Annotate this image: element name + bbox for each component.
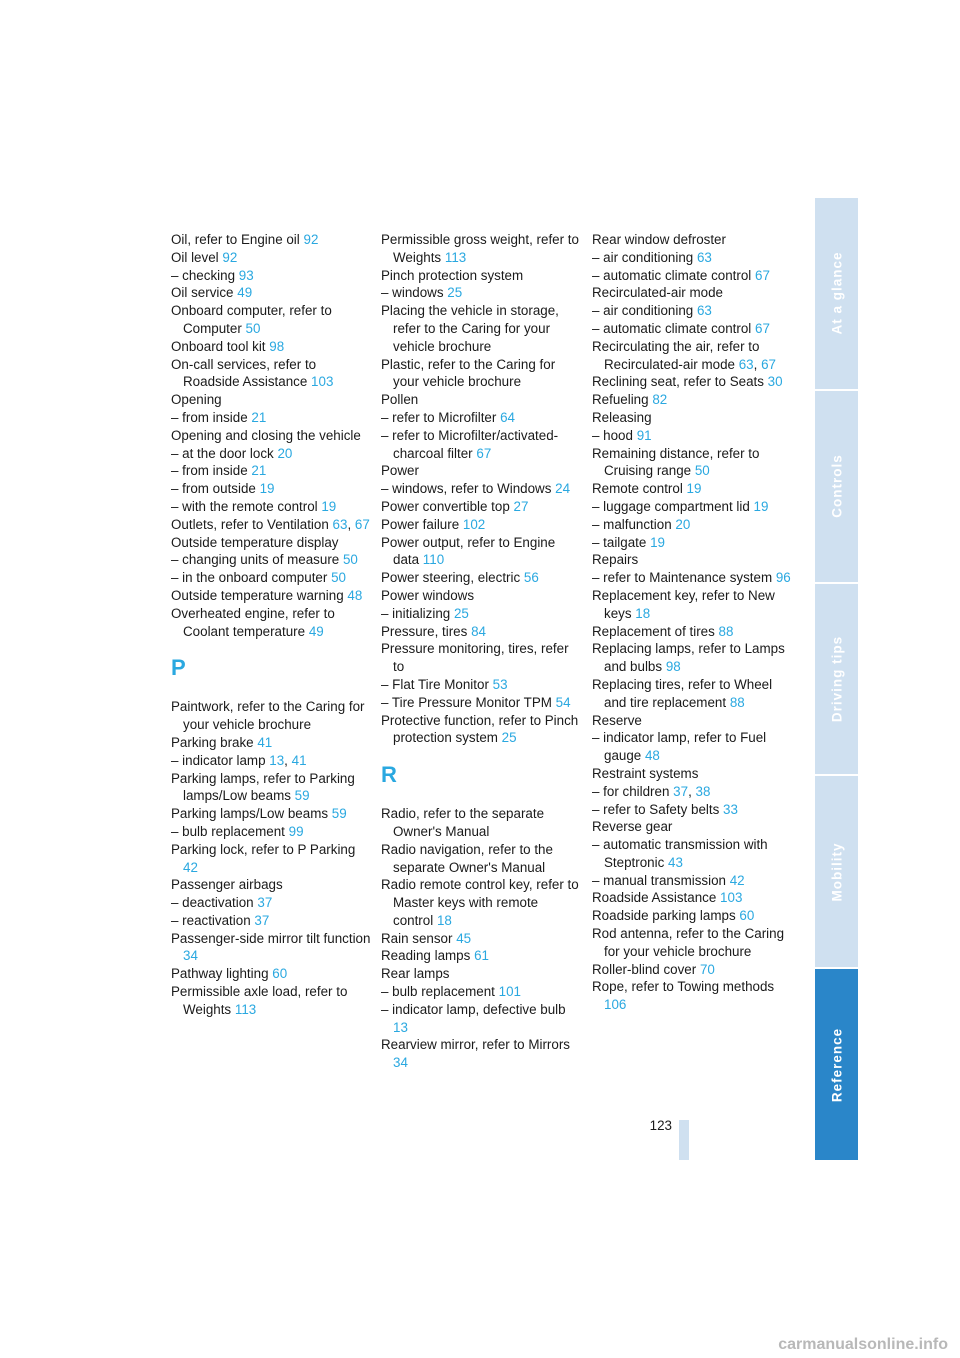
index-entry-text: Rope, refer to Towing methods [592,979,775,995]
index-entry [592,872,792,890]
index-entry-text: Radio navigation, refer to the separate Owner's Manual [381,841,553,875]
index-entry-text: – refer to Microfilter [381,409,497,425]
page-reference-link[interactable]: 60 [272,966,288,982]
index-entry-text: Restraint systems [592,765,699,781]
index-entry-text: – refer to Microfilter/activated-charcoal filter [381,427,559,461]
page-reference-link[interactable]: 113 [444,249,467,265]
page-reference-link[interactable]: 67 [755,267,770,283]
page-reference-link[interactable]: 41 [257,734,273,750]
sidebar-tab-controls[interactable]: Controls [815,391,858,584]
index-entry [381,587,581,605]
index-entry-text: – windows, refer to Windows [381,481,552,497]
index-entry [592,427,792,445]
page-reference-link[interactable]: 70 [699,961,715,977]
index-entry-text: Outside temperature warning [171,587,344,603]
page-reference-link[interactable]: 110 [422,552,445,568]
index-entry: – indicator lamp 13, 41 [171,752,307,768]
index-entry-text: – luggage compartment lid [592,498,750,514]
index-entry-text: Remaining distance, refer to Cruising range [592,445,760,479]
index-entry [171,498,371,516]
page-reference-link[interactable]: 92 [303,232,319,247]
page-reference-link[interactable]: 84 [471,623,486,639]
index-entry-text: On-call services, refer to Roadside Assistance [171,356,317,390]
index-entry [592,302,792,320]
index-entry [592,534,792,552]
index-entry [592,961,792,979]
page-reference-link[interactable]: 63 [696,303,712,319]
index-entry: Outlets, refer to Ventilation 63, 67 [171,516,370,532]
page-reference-link[interactable]: 27 [513,498,529,514]
page-reference-link[interactable]: 96 [775,570,791,586]
index-entry [171,734,371,752]
index-entry-text: – bulb replacement [171,823,285,839]
index-entry-text: – air conditioning [592,249,694,265]
watermark: carmanualsonline.info [778,1336,948,1353]
index-entry-text: Rod antenna, refer to the Caring for your vehicle brochure [592,926,785,959]
index-entry [171,391,371,409]
index-entry [171,894,371,912]
index-entry-text: Recirculated-air mode [592,285,723,301]
index-entry [381,427,581,463]
index-entry [171,587,371,605]
page-number-bar [679,1120,689,1160]
index-entry-text: Passenger-side mirror tilt function [171,930,371,946]
index-entry [171,912,371,930]
index-entry [592,907,792,925]
sidebar-tab-driving-tips[interactable]: Driving tips [815,584,858,777]
page-reference-link[interactable]: 38 [695,783,711,799]
page-reference-link[interactable]: 91 [636,427,652,443]
index-entry: Recirculating the air, refer to Recirculated-air mode 63, 67 [592,338,776,372]
index-entry [381,302,581,355]
page-reference-link[interactable]: 82 [652,392,668,408]
index-entry-text: Rear lamps [381,966,450,982]
index-entry-text: Roadside Assistance [592,890,717,906]
index-entry-text: Outside temperature display [171,534,339,550]
sidebar-tab-at-a-glance[interactable]: At a glance [815,198,858,391]
index-entry [592,925,792,961]
index-entry-text: – hood [592,427,633,443]
index-entry-text: – bulb replacement [381,984,495,1000]
page-reference-link[interactable]: 13 [269,752,285,768]
index-entry-text: – indicator lamp, refer to Fuel gauge [592,730,767,764]
index-entry-text: – reactivation [171,912,251,928]
index-entry-text: – automatic climate control [592,320,752,336]
index-entry [381,712,581,748]
page-reference-link[interactable]: 113 [234,1001,257,1017]
page-reference-link[interactable]: 48 [644,748,660,764]
index-entry [171,445,371,463]
page-reference-link[interactable]: 88 [718,623,734,639]
index-entry [381,947,581,965]
page-reference-link[interactable]: 19 [650,534,665,550]
page-reference-link[interactable]: 49 [308,623,324,639]
index-entry-text: Oil level [171,249,219,265]
index-entry-text: Repairs [592,552,639,568]
index-entry [171,551,371,569]
index-entry [592,480,792,498]
index-entry [592,765,792,783]
index-entry [171,876,371,894]
index-entry [592,801,792,819]
index-column-1 [171,231,371,1019]
index-entry-text: Permissible gross weight, refer to Weights [381,232,579,265]
index-entry-text: – refer to Safety belts [592,801,720,817]
page-reference-link[interactable]: 50 [245,320,261,336]
page-reference-link[interactable]: 37 [673,783,689,799]
index-entry-text: – deactivation [171,895,254,911]
index-entry-text: Pathway lighting [171,966,269,982]
index-entry-text: – manual transmission [592,872,726,888]
index-entry-text: Radio, refer to the separate Owner's Manual [381,806,545,839]
index-entry-text: Replacing lamps, refer to Lamps and bulbs [592,641,785,675]
page-reference-link[interactable]: 25 [501,730,517,746]
index-entry-text: Paintwork, refer to the Caring for your vehicle brochure [171,699,365,733]
page-reference-link[interactable]: 67 [354,516,370,532]
page-reference-link[interactable]: 21 [251,463,267,479]
page-reference-link[interactable]: 98 [665,659,681,675]
index-entry-text: Rain sensor [381,930,453,946]
index-entry [592,587,792,623]
index-entry [592,818,792,836]
index-entry [171,249,371,267]
index-entry-text: Parking brake [171,734,254,750]
index-entry-text: Pollen [381,392,419,408]
index-entry [381,1036,581,1072]
index-entry-text: Pressure, tires [381,623,468,639]
page-reference-link[interactable]: 59 [294,788,310,804]
page-reference-link[interactable]: 64 [500,409,515,425]
index-entry-text: Power convertible top [381,498,510,514]
page-reference-link[interactable]: 24 [555,481,571,497]
index-entry [381,516,581,534]
index-entry [381,694,581,712]
index-entry-text: Roller-blind cover [592,961,697,977]
index-entry-text: Rear window defroster [592,232,726,247]
index-entry [381,498,581,516]
index-entry-text: – windows [381,285,444,301]
index-entry [171,267,371,285]
index-entry [381,231,581,267]
index-entry-text: Power [381,463,419,479]
index-entry [592,889,792,907]
index-entry [171,284,371,302]
page-reference-link[interactable]: 103 [311,374,334,390]
index-entry-text: Recirculating the air, refer to Recirculated-air mode [592,338,760,372]
page-reference-link[interactable]: 50 [694,463,710,479]
index-entry-text: Reclining seat, refer to Seats [592,374,764,390]
index-entry-text: Reverse gear [592,819,673,835]
page-reference-link[interactable]: 54 [555,694,571,710]
page-reference-link[interactable]: 19 [753,498,769,514]
index-entry-text: Passenger airbags [171,877,283,893]
index-entry [171,841,371,877]
page-reference-link[interactable]: 19 [686,481,702,497]
page-reference-link[interactable]: 61 [474,948,489,964]
index-entry [592,498,792,516]
index-entry [592,640,792,676]
index-entry [381,876,581,929]
index-entry-text: – tailgate [592,534,647,550]
page-reference-link[interactable]: 20 [277,445,293,461]
page-reference-link[interactable]: 63 [696,249,712,265]
page-reference-link[interactable]: 101 [498,984,521,1000]
index-entry [171,409,371,427]
page-reference-link[interactable]: 33 [723,801,738,817]
page-reference-link[interactable]: 67 [761,356,776,372]
index-entry [381,480,581,498]
index-entry [171,605,371,641]
page-reference-link[interactable]: 99 [288,823,304,839]
index-entry-text: Rearview mirror, refer to Mirrors [381,1037,570,1053]
page-reference-link[interactable]: 67 [476,445,492,461]
page-reference-link[interactable]: 60 [739,908,755,924]
index-entry-text: Placing the vehicle in storage, refer to the Caring for your vehicle brochure [381,303,559,354]
page-reference-link[interactable]: 59 [331,806,347,822]
page-reference-link[interactable]: 41 [291,752,307,768]
index-entry [171,462,371,480]
index-entry-text: Parking lamps, refer to Parking lamps/Low beams [171,770,355,804]
index-entry [381,605,581,623]
index-entry [171,770,371,806]
index-entry [381,640,581,676]
index-entry [592,729,792,765]
index-entry-text: – at the door lock [171,445,274,461]
index-entry-text: – from inside [171,409,248,425]
index-entry-text: – malfunction [592,516,672,532]
index-entry [592,712,792,730]
page-reference-link[interactable]: 25 [447,285,463,301]
index-entry [171,427,371,445]
index-entry-text: – indicator lamp [171,752,266,768]
index-entry [592,249,792,267]
index-entry-text: Opening [171,392,222,408]
index-entry-text: Parking lamps/Low beams [171,806,329,822]
index-entry-text: Overheated engine, refer to Coolant temperature [171,605,335,639]
index-entry [381,983,581,1001]
index-entry [171,965,371,983]
index-entry: – for children 37, 38 [592,783,711,799]
index-entry [381,284,581,302]
page-reference-link[interactable]: 50 [331,570,346,586]
index-entry [381,356,581,392]
index-entry-text: – changing units of measure [171,552,340,568]
page-reference-link[interactable]: 49 [237,285,253,301]
index-entry [381,805,581,841]
page-number: 123 [649,1118,672,1133]
index-entry-text: – Tire Pressure Monitor TPM [381,694,552,710]
index-entry [171,534,371,552]
index-entry [592,551,792,569]
index-entry [592,516,792,534]
index-entry [592,320,792,338]
index-entry [381,841,581,877]
index-entry [381,409,581,427]
page-reference-link[interactable]: 21 [251,409,267,425]
index-entry [592,409,792,427]
page-reference-link[interactable]: 56 [523,570,539,586]
index-entry-text: – checking [171,267,236,283]
index-entry-text: Replacement key, refer to New keys [592,587,775,621]
page-reference-link[interactable]: 18 [436,912,452,928]
index-entry-text: Roadside parking lamps [592,908,736,924]
index-entry-text: – indicator lamp, defective bulb [381,1001,566,1017]
index-entry-text: – from outside [171,481,256,497]
index-entry [381,391,581,409]
index-entry [592,623,792,641]
index-entry-text: Oil service [171,285,234,301]
index-entry [381,965,581,983]
page-reference-link[interactable]: 20 [675,516,691,532]
index-entry-text: – automatic climate control [592,267,752,283]
index-entry-text: – air conditioning [592,303,694,319]
page-reference-link[interactable]: 42 [729,872,745,888]
page-reference-link[interactable]: 37 [257,895,273,911]
index-entry [381,267,581,285]
index-entry-text: Power output, refer to Engine data [381,534,556,568]
index-entry-text: Power steering, electric [381,570,521,586]
index-entry [171,338,371,356]
page-reference-link[interactable]: 53 [492,676,508,692]
page-reference-link[interactable]: 30 [767,374,783,390]
index-entry [381,569,581,587]
index-section-letter: P [171,655,186,681]
page-reference-link[interactable]: 102 [462,516,486,532]
index-entry-text: Onboard tool kit [171,338,266,354]
page-reference-link[interactable]: 63 [332,516,348,532]
index-entry [171,823,371,841]
index-entry-text: Permissible axle load, refer to Weights [171,984,348,1017]
index-entry-text: Pinch protection system [381,267,524,283]
index-entry-text: Power failure [381,516,460,532]
index-entry [171,983,371,1019]
page-reference-link[interactable]: 67 [755,320,770,336]
index-entry-text: Opening and closing the vehicle [171,427,361,443]
index-entry [592,231,792,249]
index-entry [171,805,371,823]
index-entry [592,267,792,285]
index-entry-text: Releasing [592,409,652,425]
index-entry [381,1001,581,1037]
index-entry-text: – initializing [381,605,451,621]
index-entry [592,391,792,409]
index-entry [171,356,371,392]
index-entry-text: Power windows [381,587,475,603]
page-reference-link[interactable]: 92 [222,249,238,265]
page-reference-link[interactable]: 50 [342,552,358,568]
index-entry [592,569,792,587]
index-entry [592,445,792,481]
index-entry [381,623,581,641]
page-reference-link[interactable]: 13 [393,1019,408,1035]
index-entry-text: – Flat Tire Monitor [381,676,489,692]
index-entry-text: Outlets, refer to Ventilation [171,516,329,532]
index-entry-text: Remote control [592,481,683,497]
index-column-2 [381,231,581,1072]
index-entry [171,302,371,338]
index-entry [381,676,581,694]
page-reference-link[interactable]: 88 [729,694,745,710]
page-reference-link[interactable]: 42 [183,859,198,875]
index-entry-text: Reading lamps [381,948,471,964]
sidebar-tab-mobility[interactable]: Mobility [815,776,858,969]
index-entry [592,373,792,391]
page-reference-link[interactable]: 63 [738,356,754,372]
index-entry-text: Plastic, refer to the Caring for your vehicle brochure [381,356,556,390]
index-entry [381,534,581,570]
page-reference-link[interactable]: 19 [259,481,275,497]
page-reference-link[interactable]: 18 [635,605,651,621]
sidebar-tab-reference[interactable]: Reference [815,969,858,1160]
page-reference-link[interactable]: 43 [668,854,683,870]
index-entry-text: Reserve [592,712,642,728]
page-reference-link[interactable]: 34 [183,948,198,964]
index-entry [171,930,371,966]
index-entry [171,569,371,587]
index-entry [592,676,792,712]
index-entry [381,462,581,480]
page-reference-link[interactable]: 34 [393,1055,408,1071]
index-column-3 [592,231,792,1014]
index-entry-text: Radio remote control key, refer to Master keys with remote control [381,877,579,928]
index-entry-text: Replacing tires, refer to Wheel and tire replacement [592,676,773,710]
page-reference-link[interactable]: 37 [254,912,270,928]
index-entry-text: Oil, refer to Engine oil [171,232,300,247]
index-entry-text: Protective function, refer to Pinch protection system [381,712,579,746]
page-reference-link[interactable]: 106 [604,997,627,1013]
index-entry [592,284,792,302]
page-reference-link[interactable]: 19 [321,498,337,514]
index-entry-text: – refer to Maintenance system [592,570,773,586]
index-entry-text: – in the onboard computer [171,570,328,586]
page-reference-link[interactable]: 25 [453,605,469,621]
page-reference-link[interactable]: 45 [456,930,472,946]
index-section-letter: R [381,762,397,788]
index-entry [171,698,371,734]
index-entry-text: – from inside [171,463,248,479]
section-sidebar [815,198,858,1160]
index-entry-text: Replacement of tires [592,623,715,639]
index-entry [592,978,792,1014]
index-entry-text: – automatic transmission with Steptronic [592,837,768,870]
page-reference-link[interactable]: 93 [238,267,254,283]
index-entry [171,231,371,249]
index-entry [171,480,371,498]
index-entry-text: Parking lock, refer to P Parking [171,841,356,857]
index-entry [592,836,792,872]
index-entry-text: – with the remote control [171,498,318,514]
index-entry-text: – for children [592,783,670,799]
index-entry-text: Refueling [592,392,649,408]
index-entry-text: Pressure monitoring, tires, refer to [381,641,569,675]
page-reference-link[interactable]: 98 [269,338,285,354]
page-reference-link[interactable]: 103 [720,890,743,906]
index-entry-text: Onboard computer, refer to Computer [171,303,332,336]
page-reference-link[interactable]: 48 [347,587,363,603]
index-entry [381,930,581,948]
